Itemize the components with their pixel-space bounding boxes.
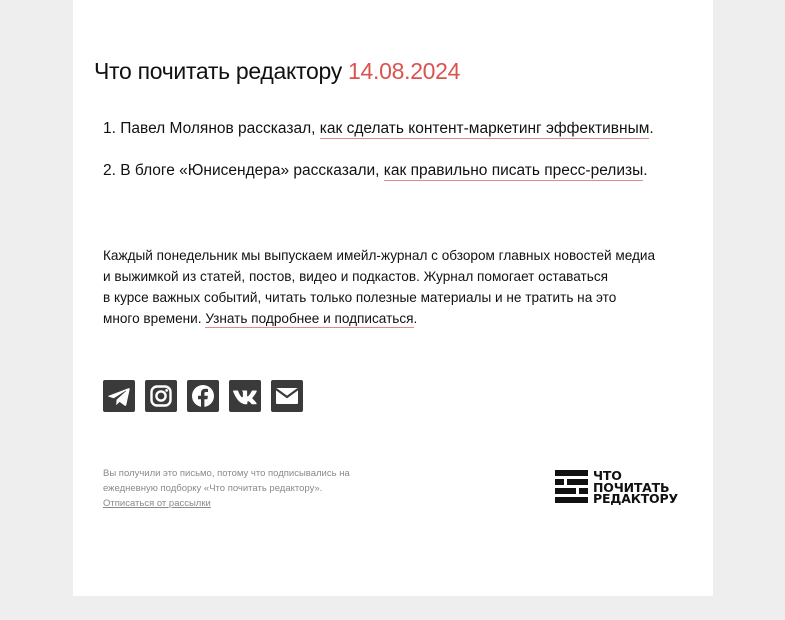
telegram-icon[interactable] bbox=[103, 380, 135, 412]
title-text: Что почитать редактору bbox=[94, 58, 342, 84]
logo-mark-icon bbox=[555, 470, 588, 504]
article-link-press-releases[interactable]: как правильно писать пресс-релизы bbox=[383, 162, 644, 179]
logo-line-3: РЕДАКТОРУ bbox=[593, 491, 678, 506]
subscribe-link[interactable]: Узнать подробнее и подписаться bbox=[205, 311, 414, 326]
subscription-note bbox=[103, 466, 393, 511]
instagram-icon[interactable] bbox=[145, 380, 177, 412]
logo-line-2: ПОЧИТАТЬ bbox=[593, 479, 670, 495]
about-line-3: в курсе важных событий, читать только полезные материалы и не тратить на это bbox=[103, 290, 617, 305]
list-item bbox=[103, 162, 703, 204]
about-line-2: и выжимкой из статей, постов, видео и подкастов. Журнал помогает оставаться bbox=[103, 269, 608, 284]
item-number: 2. bbox=[103, 162, 116, 179]
about-line-4: много времени. bbox=[103, 311, 206, 326]
note-line-1: Вы получили это письмо, потому что подписывались на bbox=[103, 468, 350, 479]
logo-line-1: ЧТО bbox=[593, 468, 622, 483]
brand-logo[interactable] bbox=[555, 470, 678, 505]
page-title bbox=[94, 58, 460, 85]
item-text: Павел Молянов рассказал, bbox=[120, 120, 320, 137]
note-line-2: ежедневную подборку «Что почитать редактору». bbox=[103, 483, 323, 494]
unsubscribe-link[interactable]: Отписаться от рассылки bbox=[103, 498, 211, 509]
item-suffix: . bbox=[643, 162, 648, 179]
social-links bbox=[103, 380, 303, 412]
article-list bbox=[103, 120, 703, 204]
about-paragraph bbox=[103, 245, 688, 329]
item-number: 1. bbox=[103, 120, 116, 137]
item-text: В блоге «Юнисендера» рассказали, bbox=[120, 162, 384, 179]
list-item bbox=[103, 120, 703, 162]
item-suffix: . bbox=[649, 120, 654, 137]
about-suffix: . bbox=[413, 311, 418, 326]
vk-icon[interactable] bbox=[229, 380, 261, 412]
email-icon[interactable] bbox=[271, 380, 303, 412]
email-card bbox=[73, 0, 713, 596]
about-line-1: Каждый понедельник мы выпускаем имейл-журнал с обзором главных новостей медиа bbox=[103, 248, 656, 263]
article-link-content-marketing[interactable]: как сделать контент-маркетинг эффективным bbox=[319, 120, 650, 137]
issue-date: 14.08.2024 bbox=[348, 58, 461, 84]
logo-text bbox=[593, 470, 678, 505]
facebook-icon[interactable] bbox=[187, 380, 219, 412]
